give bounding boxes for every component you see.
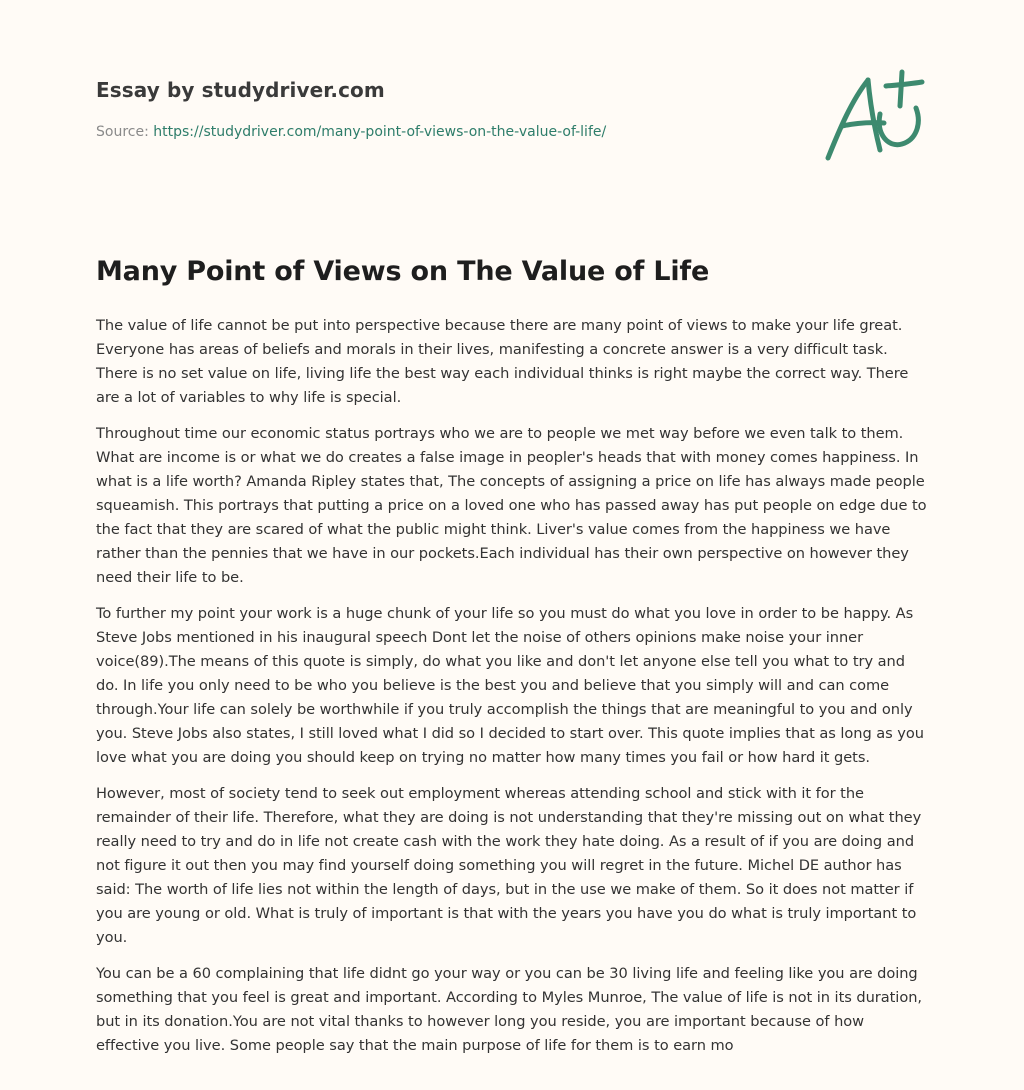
essay-body [96,314,930,1070]
brand-title: Essay by studydriver.com [96,78,385,102]
essay-paragraph: To further my point your work is a huge chunk of your life so you must do what you love in order to be happy. As Steve Jobs mentioned in his inaugural speech Dont let the noise of others opinions make noise your inner voice(89).The means of this quote is simply, do what you like and don't let anyone else tell you what to try and do. In life you only need to be who you believe is the best you and believe that you simply will and can come through.Your life can solely be worthwhile if you truly accomplish the things that are meaningful to you and only you. Steve Jobs also states, I still loved what I did so I decided to start over. This quote implies that as long as you love what you are doing you should keep on trying no matter how many times you fail or how hard it gets. [96,605,924,766]
essay-title: Many Point of Views on The Value of Life [96,256,710,287]
essay-paragraph: Throughout time our economic status portrays who we are to people we met way before we even talk to them. What are income is or what we do creates a false image in peopler's heads that with money comes happiness. In what is a life worth? Amanda Ripley states that, The concepts of assigning a price on life has always made people squeamish. This portrays that putting a price on a loved one who has passed away has put people on edge due to the fact that they are scared of what the public might think. Liver's value comes from the happiness we have rather than the pennies that we have in our pockets.Each individual has their own perspective on however they need their life to be. [96,425,927,586]
essay-header [96,78,796,140]
source-link[interactable]: https://studydriver.com/many-point-of-views-on-the-value-of-life/ [153,124,607,140]
a-plus-logo-icon [818,66,930,166]
essay-paragraph: The value of life cannot be put into perspective because there are many point of views to make your life great. Everyone has areas of beliefs and morals in their lives, manifesting a concrete answer is a very difficult task. There is no set value on life, living life the best way each individual thinks is right maybe the correct way. There are a lot of variables to why life is special. [96,317,909,406]
essay-paragraph: You can be a 60 complaining that life didnt go your way or you can be 30 living life and feeling like you are doing something that you feel is great and important. According to Myles Munroe, The value of life is not in its duration, but in its donation.You are not vital thanks to however long you reside, you are important because of how effective you live. Some people say that the main purpose of life for them is to earn mo [96,965,922,1054]
source-line [96,124,796,140]
source-label: Source: [96,124,154,140]
essay-paragraph: However, most of society tend to seek out employment whereas attending school and stick with it for the remainder of their life. Therefore, what they are doing is not understanding that they're missing out on what they really need to try and do in life not create cash with the work they hate doing. As a result of if you are doing and not figure it out then you may find yourself doing something you will regret in the future. Michel DE author has said: The worth of life lies not within the length of days, but in the use we make of them. So it does not matter if you are young or old. What is truly of important is that with the years you have you do what is truly important to you. [96,785,922,946]
